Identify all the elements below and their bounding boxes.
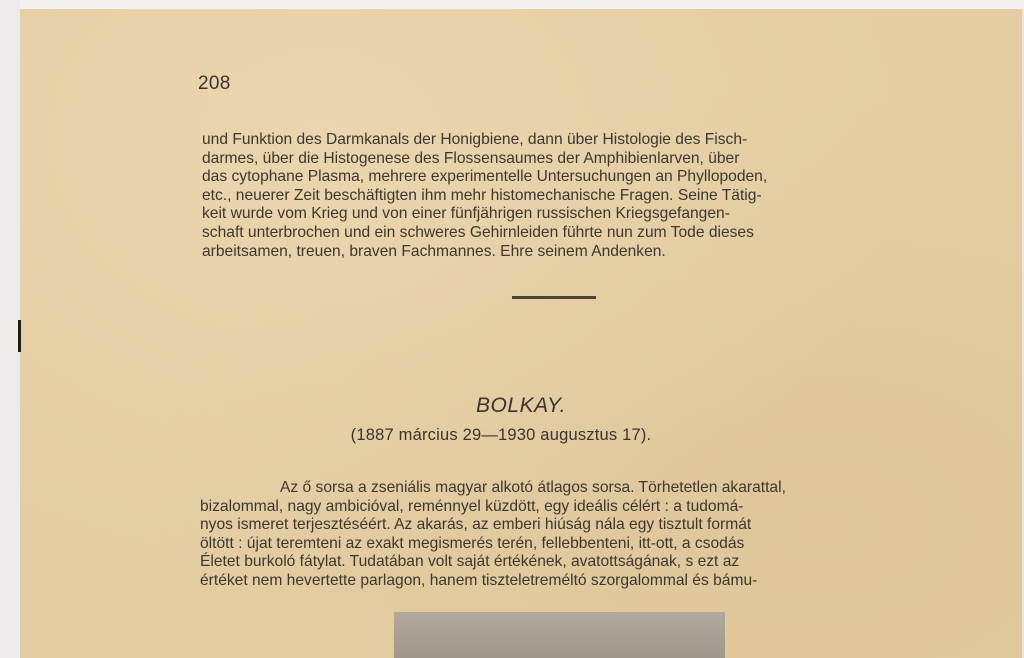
text-line: das cytophane Plasma, mehrere experimentelle Untersuchungen an Phyllopoden, [202, 168, 768, 186]
text-line: und Funktion des Darmkanals der Honigbiene, dann über Histologie des Fisch- [202, 131, 748, 148]
section-title: BOLKAY. [476, 394, 566, 417]
text-line: értéket nem hevertette parlagon, hanem tiszteletreméltó szorgalommal és bámu- [200, 571, 758, 589]
paragraph-2 [200, 479, 918, 591]
text-line: arbeitsamen, treuen, braven Fachmannes. Ehre seinem Andenken. [202, 242, 666, 260]
scan-edge-mark [18, 320, 21, 352]
page-number: 208 [198, 73, 231, 94]
section-dates: (1887 március 29—1930 augusztus 17). [350, 426, 652, 444]
scan-top-margin [0, 0, 1024, 9]
book-page [20, 9, 1022, 658]
paragraph-1 [202, 131, 907, 261]
section-separator [512, 296, 596, 299]
text-line: keit wurde vom Krieg und von einer fünfjährigen russischen Kriegsgefangen- [202, 205, 730, 223]
scan-left-margin [0, 0, 20, 658]
portrait-photo [394, 612, 725, 658]
text-line: darmes, über die Histogenese des Flossensaumes der Amphibienlarven, über [202, 149, 740, 167]
text-line: Életet burkoló fátylat. Tudatában volt saját értékének, avatottságának, s ezt az [200, 553, 740, 571]
text-line: nyos ismeret terjesztéséért. Az akarás, az emberi hiúság nála egy tisztult formát [200, 516, 752, 534]
text-line: bizalommal, nagy ambicióval, reménnyel küzdött, egy ideális célért : a tudomá- [200, 497, 744, 515]
text-line: Az ő sorsa a zseniális magyar alkotó átlagos sorsa. Törhetetlen akarattal, [280, 479, 786, 496]
text-line: schaft unterbrochen und ein schweres Gehirnleiden führte nun zum Tode dieses [202, 223, 754, 241]
text-line: etc., neuerer Zeit beschäftigten ihm mehr histomechanische Fragen. Seine Tätig- [202, 186, 762, 204]
text-line: öltött : újat teremteni az exakt megismerés terén, fellebbenteni, itt-ott, a csodás [200, 534, 745, 552]
